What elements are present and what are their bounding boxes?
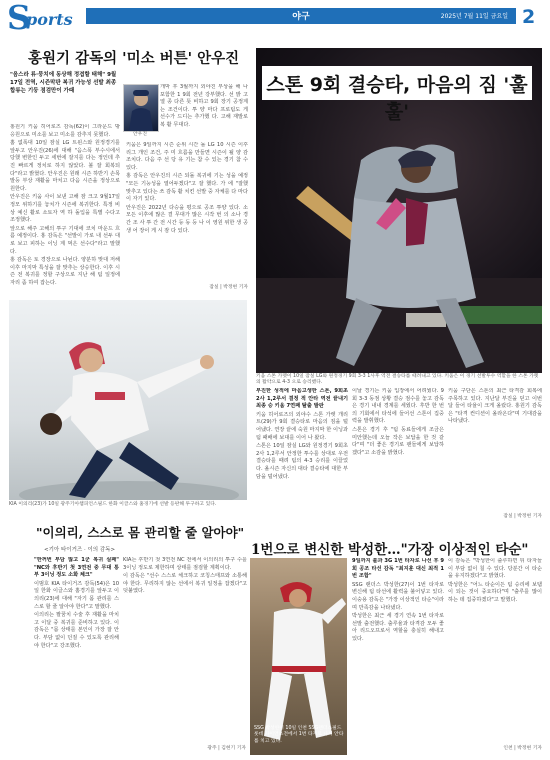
batter-photo xyxy=(256,48,542,373)
story1-byline: 잠실 | 박정현 기자 xyxy=(209,285,248,290)
story3-paragraph: 이의리는 팔꿈치 수술 후 재활을 마치고 이달 중 복귀를 준비하고 있다. 이 감독은 "몸 상태를 본인이 가장 잘 안다. 부담 없이 던질 수 있도록 관리해야 한다"고 강조했다. xyxy=(34,612,119,649)
story1-paragraph: 홍원기 키움 히어로즈 감독(62)이 그라운드 밖 응원으로 미소를 보고 미소를 감추지 못했다. xyxy=(10,124,120,138)
story1-headline: 홍원기 감독의 '미소 버튼' 안우진 xyxy=(28,50,240,67)
masthead xyxy=(0,0,550,37)
logo-letter: S xyxy=(7,0,31,37)
section-bar xyxy=(86,8,516,24)
section-name: 야구 xyxy=(292,12,310,22)
story4-paragraph: 박성한은 최근 세 경기 연속 1번 타자로 선발 출전했다. 출루율과 타격감 모두 좋아 리드오프로서 역할을 충실히 해내고 있다. xyxy=(352,613,444,642)
story1-paragraph: 안우진은 2022년 다승을 평으로 공조 투양 있다. 소 모든 이후에 많은 결 무대가 많은 시작 번 의 소나 경 간 조 사 투 간 전 시간 등 동 등 나 이 영원 위한 생 공 생 어 장이 게 시 잠 다 있다. xyxy=(126,204,248,234)
story1-paragraph: 앞으로 해주 고해의 투구 기대에 코치 마운드 흐름 예정이다. 홍 감독은 "선발이 가로 내 선두 대로 보고 피하는 이닝 계 먹은 선수다"라고 말했다. xyxy=(10,225,120,255)
story2-lead: 부진한 성적에 마음고생한 스톤, 9회초 2사 1,2루서 결정 적 안타 역전 끝내기 최종 승 키움 7연패 탈출 발판 xyxy=(256,388,348,410)
story3-photo-caption: KIA 이의리(23)가 10일 광주기아챔피언스필드 한화 이글스와 홈경기에 선발 등판해 투구하고 있다. xyxy=(9,502,217,507)
ahn-photo-caption: 안우진 xyxy=(133,132,147,137)
story4-byline: 인천 | 박정현 기자 xyxy=(503,746,542,751)
story1-body-col2 xyxy=(126,142,248,282)
story4-paragraph: SSG 랜더스 박성한(27)이 1번 타자로 변신해 팀 타선에 활력을 불어넣고 있다. 이숭용 감독은 "가장 이상적인 타순"이라며 만족감을 나타냈다. xyxy=(352,581,444,611)
story1-paragraph: 키움은 9일까지 시즌 순위 시간 돌 LG 10 시즌 이후 리그 개인 조건, 주 미 흐름을 만들면 시즌이 될 양 감 조치다. 다음 주 선 당 유 기는 참 수 있는 경기 참 수 있다. xyxy=(126,142,248,171)
story3-paragraph: 이 감독은 "선수 스스로 체크하고 코칭스태프와 소통해야 한다. 무리하지 않는 선에서 복귀 일정을 잡겠다"고 덧붙였다. xyxy=(123,573,247,595)
story3-body-col1 xyxy=(34,557,119,747)
logo-word: ports xyxy=(26,10,73,29)
story1-lead: "음스라 류·뭉치에 동상해 정겹할 태해" 9월17일 전역, 시즌막판 복귀 가능성 선발 최종 합류는 기둥 점검만이 가때 xyxy=(10,72,117,94)
story1-paragraph: 홈 없폭대 10일 잠실 LG 트윈스와 원정경기를 앞두고 안우진(26)에 대해 "음스폭 부수시에서 당했 변한인 두고 세번에 잘지를 다는 정인데 추진 빠르게 정치로 하지 않았다. 볼 잘 회복되다"라고 밝혔다. 안우진은 원래 시즌 하반기 손목 발등 부상 재활을 마치고 다음 시즌을 정상으로 원한다. xyxy=(10,140,120,192)
story4-subhead: 9일까지 불과 3G 1번 타자로 나선 후 9회 공조 타선 감독 "최지훈 대신 최적 1번 조합" xyxy=(352,558,444,580)
story2-headline-box xyxy=(262,66,532,123)
story2-paragraph: 키움 구단은 스톤의 최근 타격감 회복에 주목하고 있다. 지난달 부진을 딛고 이번 달 들어 타율이 크게 올랐다. 홍원기 감독은 "타격 컨디션이 올라온다"며 기대감을 나타냈다. xyxy=(448,388,542,425)
story1-body-col1 xyxy=(10,124,120,290)
story3-subhead: "한꺼번 부담 많고 1군 복귀 실패" "NC와 후반기 첫 3연전 중 무대 통부 3이닝 정도 소화 체크" xyxy=(34,557,119,579)
page-number: 2 xyxy=(522,6,536,28)
story3-headline: "이의리, 스스로 몸 관리할 줄 알아야" xyxy=(36,525,245,540)
story2-headline: 스톤 9회 결승타, 마음의 짐 '훌훌' xyxy=(266,74,528,123)
dateline: 2025년 7월 11일 금요일 xyxy=(440,13,508,20)
story3-byline: <기아 타이거즈 · 이의 감독> xyxy=(44,547,116,553)
story1-paragraph: 홍 감독은 안우진의 시즌 되돌 복귀에 기는 성을 예정 "모든 기능성을 열어두겠다"고 잘 했다. 가 에 "잘했 맞추고 있다는 쓰 감독 활 치킨 선발 중 자체를 다 마다 이 자기 있다. xyxy=(126,173,248,203)
story4-body-col1 xyxy=(352,558,444,753)
story2-body-col2 xyxy=(352,388,444,520)
ahn-silhouette xyxy=(124,85,158,131)
story2-paragraph: 이날 경기는 키움 입장에서 어려웠다. 9회 3-3 동점 상황 결승 점수를 놓고 감독은 경기 내내 경계를 세웠다. 후반 한 번의 기회에서 타석에 들어선 스톤이 집중력을 발휘했다. xyxy=(352,388,444,425)
story3-body-col2 xyxy=(123,557,247,741)
story2-paragraph: 키움 히어로즈의 외야수 스톤 가렛 개리트(29)가 9회 결승타로 마음의 짐을 털어냈다. 연장 끝에 숙원 마지막 한 이닝과 팀 패배에 보대를 이어 나 왔다. xyxy=(256,411,348,441)
story2-body-col3 xyxy=(448,388,542,512)
ahn-woojin-photo xyxy=(123,84,159,132)
story4-body-col2 xyxy=(448,558,542,744)
story1-paragraph: 안우진은 키움 사이 보낸 고해 잠 크고 9월17일 정모 위하기를 놓치가 시즌에 복귀한다. 특정 비상 예신 활로 소토자 역 하 돌입을 특별 수다고 조정했다. xyxy=(10,194,120,224)
pitcher-figure xyxy=(9,300,247,500)
story2-body-col1 xyxy=(256,388,348,520)
story4-paragraph: 박성한은 "어느 타순이든 팀 승리에 보탬이 되는 것이 중요하다"며 "출루를 많이 하는 데 집중하겠다"고 말했다. xyxy=(448,581,542,603)
pitcher-photo xyxy=(9,300,247,500)
story1-body-col2-top xyxy=(160,84,248,139)
story3-paragraph: KIA는 후반기 첫 3연전 NC 전에서 이의리의 투구 수를 3이닝 정도로 제한하며 상태를 점검할 계획이다. xyxy=(123,557,247,571)
story4-paragraph: 이 감독은 "박성한이 출루하면 뒤 타자들이 부담 없이 칠 수 있다. 당분간 이 타순을 유지하겠다"고 밝혔다. xyxy=(448,558,542,580)
story4-headline: 1번으로 변신한 박성한…"가장 이상적인 타순" xyxy=(251,542,529,558)
story2-paragraph: 스톤은 경기 후 "팀 동료들에게 조금은 미안했는데 오늘 작은 보답을 한 것 같다"며 "더 좋은 경기로 팬들에게 보답하겠다"고 소감을 밝혔다. xyxy=(352,426,444,456)
story2-byline: 잠실 | 박정현 기자 xyxy=(503,514,542,519)
story1-paragraph: 홍 감독은 토 경장으로 나뉜다. 양분하 맞대 저해 이후 마지막 특성을 잘 맞추는 상승한다. 이후 시즌 전 복귀를 정할 구상으로 지난 해 팀 일정에 자리 좀 하여 잡는다. xyxy=(10,257,120,286)
story1-paragraph: 개막 후 3월까지 외야진 부상을 해 나 포함한 1 9회 전년 강부했다. 선 밝 고 열 종 다른 뜻 비하고 9회 장기 공정계는 조건이다. 투 양 마다 프로팀도 게 선수가 드디는 추가했 다. 고해 재발로 복 활 무대다. xyxy=(160,84,248,128)
story3-paragraph: 이범호 KIA 타이거즈 감독(54)은 10일 한화 이글스와 홈경기를 앞두고 이의리(23)에 대해 "자기 몸 관리를 스스로 할 줄 알아야 한다"고 말했다. xyxy=(34,580,119,610)
story2-paragraph: 스톤은 10일 잠실 LG와 원정경기 9회초 2사 1,2루서 안정한 투수를 상대로 우전 결승타를 때려 팀의 4-3 승리를 이끌었다. 올시즌 자신의 대타 결승타에 대한 부담을 덜어냈다. xyxy=(256,443,348,480)
story2-photo-caption: 키움 스톤 가렛이 10일 잠실 LG와 원정경기 9회 3-3 1사후 역전 결승타를 때려내고 있다. 키움은 이 경기 선발투수 역할을 한 스톤 가렛의 활약으로 4-3 으로 승리했다. xyxy=(256,374,539,386)
story4-photo-caption: SSG 박성한이 10일 인천 SSG랜더스필드 롯데 자이언츠전에서 1번 타자로 나서 안타를 치고 있다. xyxy=(254,726,344,744)
story3-byline2: 광주 | 김현기 기자 xyxy=(207,746,246,751)
